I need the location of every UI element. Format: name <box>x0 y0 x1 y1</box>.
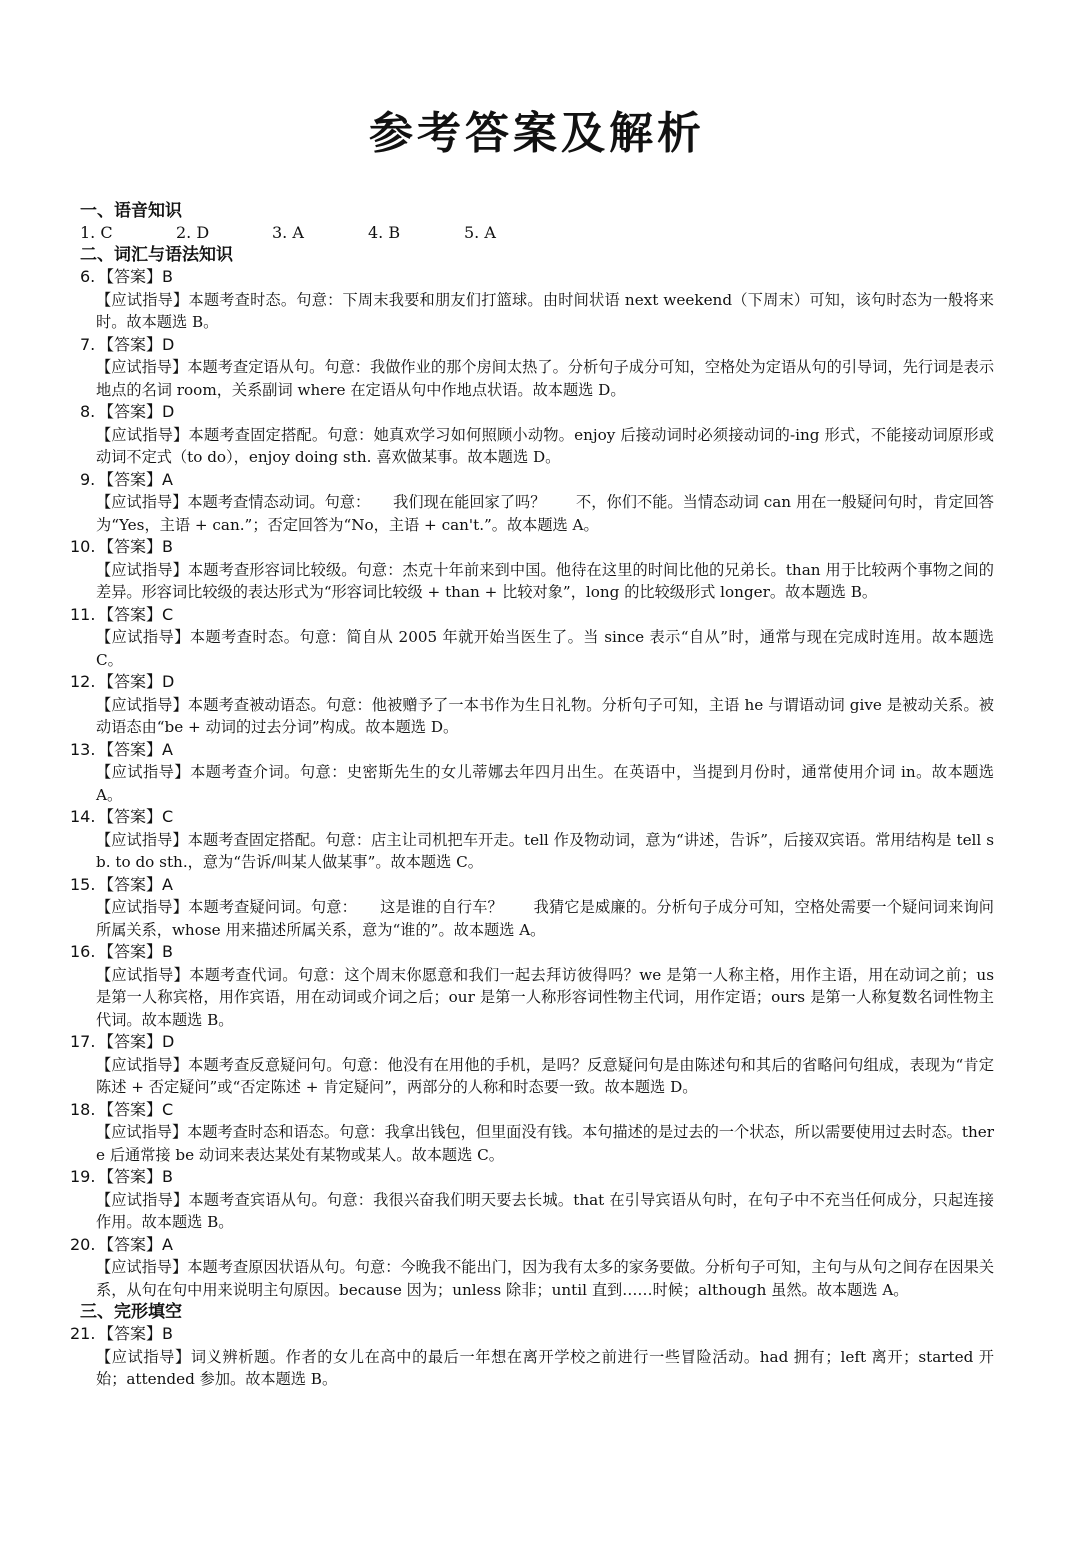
question-number: 16. <box>70 942 96 961</box>
answer-line <box>70 806 994 829</box>
question-block <box>80 266 994 334</box>
question-number: 8. <box>80 402 96 421</box>
question-block <box>70 1323 994 1391</box>
guide-text: 【应试指导】本题考查时态。句意：下周末我要和朋友们打篮球。由时间状语 next weekend（下周末）可知，该句时态为一般将来时。故本题选 B。 <box>96 290 994 331</box>
question-block <box>70 1234 994 1302</box>
answer-text: 【答案】D <box>98 334 175 354</box>
answer-item: 1. C <box>80 223 113 242</box>
answer-line <box>70 1031 994 1054</box>
answer-line <box>70 739 994 762</box>
guide-text: 【应试指导】本题考查固定搭配。句意：她真欢学习如何照顾小动物。enjoy 后接动词时必须接动词的-ing 形式，不能接动词原形或动词不定式（to do），enjoy doing sth. 喜欢做某事。故本题选 D。 <box>96 425 994 466</box>
guide-text: 【应试指导】本题考查疑问词。句意： 这是谁的自行车？ 我猜它是威廉的。分析句子成分可知，空格处需要一个疑问词来询问所属关系，whose 用来描述所属关系，意为“谁的”。故本题选 A。 <box>96 898 994 939</box>
question-block <box>70 941 994 1031</box>
answer-line <box>70 1166 994 1189</box>
guide-text: 【应试指导】本题考查宾语从句。句意：我很兴奋我们明天要去长城。that 在引导宾语从句时，在句子中不充当任何成分，只起连接作用。故本题选 B。 <box>96 1190 994 1231</box>
question-number: 19. <box>70 1167 96 1186</box>
answer-text: 【答案】B <box>98 942 173 961</box>
answer-text: 【答案】D <box>98 1032 175 1051</box>
answer-text: 【答案】C <box>98 604 174 624</box>
guide-text: 【应试指导】本题考查情态动词。句意： 我们现在能回家了吗？ 不，你们不能。当情态动词 can 用在一般疑问句时，肯定回答为“Yes，主语 + can.”；否定回答为“No，主语 + can't.”。故本题选 A。 <box>96 493 994 534</box>
answer-line <box>70 941 994 964</box>
question-number: 12. <box>70 672 96 691</box>
question-block <box>80 334 994 402</box>
guide-text: 【应试指导】本题考查时态和语态。句意：我拿出钱包，但里面没有钱。本句描述的是过去的一个状态，所以需要使用过去时态。there 后通常接 be 动词来表达某处有某物或某人。故本题选 C。 <box>96 1123 994 1164</box>
question-number: 21. <box>70 1324 96 1343</box>
answer-text: 【答案】A <box>98 469 173 489</box>
answer-text: 【答案】C <box>98 807 174 826</box>
section-heading-vocab-grammar: 二、词汇与语法知识 <box>80 245 233 265</box>
guide-text: 【应试指导】词义辨析题。作者的女儿在高中的最后一年想在离开学校之前进行一些冒险活动。had 拥有；left 离开；started 开始；attended 参加。故本题选 B。 <box>96 1347 994 1388</box>
page-title: 参考答案及解析 <box>369 108 705 159</box>
answer-line <box>80 469 994 492</box>
guide-text: 【应试指导】本题考查形容词比较级。句意：杰克十年前来到中国。他待在这里的时间比他的兄弟长。than 用于比较两个事物之间的差异。形容词比较级的表达形式为“形容词比较级 + than + 比较对象”，long 的比较级形式 longer。故本题选 B。 <box>96 560 994 601</box>
question-block <box>70 1031 994 1099</box>
guide-text: 【应试指导】本题考查代词。句意：这个周末你愿意和我们一起去拜访彼得吗？we 是第一人称主格，用作主语，用在动词之前；us 是第一人称宾格，用作宾语，用在动词或介词之后；our 是第一人称形容词性物主代词，用作定语；ours 是第一人称复数名词性物主代词。故本题选 B。 <box>96 965 994 1029</box>
guide-text: 【应试指导】本题考查原因状语从句。句意：今晚我不能出门，因为我有太多的家务要做。分析句子可知，主句与从句之间存在因果关系，从句在句中用来说明主句原因。because 因为；unless 除非；until 直到……时候；although 虽然。故本题选 A。 <box>96 1258 994 1299</box>
question-block <box>70 536 994 604</box>
answer-text: 【答案】A <box>98 1234 173 1254</box>
answer-text: 【答案】D <box>98 672 175 691</box>
question-number: 6. <box>80 267 96 286</box>
question-number: 7. <box>80 334 96 354</box>
question-block <box>70 671 994 739</box>
answer-text: 【答案】B <box>98 537 173 556</box>
phonetics-answer-row <box>80 222 994 244</box>
guide-text: 【应试指导】本题考查时态。句意：简自从 2005 年就开始当医生了。当 since 表示“自从”时，通常与现在完成时连用。故本题选 C。 <box>96 628 994 669</box>
answer-line <box>70 1099 994 1122</box>
answer-line <box>70 671 994 694</box>
answer-line <box>70 604 994 627</box>
answer-item: 3. A <box>272 223 304 242</box>
answer-text: 【答案】D <box>98 402 175 421</box>
question-number: 17. <box>70 1032 96 1051</box>
answer-text: 【答案】A <box>98 739 173 759</box>
answer-text: 【答案】B <box>98 267 173 286</box>
answer-line <box>80 334 994 357</box>
answer-item: 5. A <box>464 223 496 242</box>
question-number: 10. <box>70 537 96 556</box>
answer-text: 【答案】B <box>98 1167 173 1186</box>
guide-text: 【应试指导】本题考查反意疑问句。句意：他没有在用他的手机，是吗？反意疑问句是由陈述句和其后的省略问句组成，表现为“肯定陈述 + 否定疑问”或“否定陈述 + 肯定疑问”，两部分的人称和时态要一致。故本题选 D。 <box>96 1055 994 1096</box>
guide-text: 【应试指导】本题考查介词。句意：史密斯先生的女儿蒂娜去年四月出生。在英语中，当提到月份时，通常使用介词 in。故本题选 A。 <box>96 763 994 804</box>
section-heading-cloze: 三、完形填空 <box>80 1302 182 1322</box>
answer-text: 【答案】B <box>98 1324 173 1343</box>
answer-line <box>70 874 994 897</box>
question-block <box>70 604 994 672</box>
answer-line <box>80 401 994 424</box>
answer-line <box>70 1323 994 1346</box>
guide-text: 【应试指导】本题考查被动语态。句意：他被赠予了一本书作为生日礼物。分析句子可知，主语 he 与谓语动词 give 是被动关系。被动语态由“be + 动词的过去分词”构成。故本题选 D。 <box>96 695 994 736</box>
section-heading-phonetics: 一、语音知识 <box>80 201 182 221</box>
question-number: 20. <box>70 1234 96 1254</box>
answer-line <box>70 536 994 559</box>
answer-item: 4. B <box>368 223 401 242</box>
guide-text: 【应试指导】本题考查定语从句。句意：我做作业的那个房间太热了。分析句子成分可知，空格处为定语从句的引导词，先行词是表示地点的名词 room，关系副词 where 在定语从句中作地点状语。故本题选 D。 <box>96 358 994 399</box>
question-number: 14. <box>70 807 96 826</box>
question-number: 15. <box>70 874 96 894</box>
question-block <box>80 401 994 469</box>
answer-item: 2. D <box>176 223 210 242</box>
question-block <box>70 806 994 874</box>
question-number: 9. <box>80 469 96 489</box>
answer-text: 【答案】C <box>98 1099 174 1119</box>
question-block <box>70 1099 994 1167</box>
question-number: 11. <box>70 604 96 624</box>
answer-text: 【答案】A <box>98 874 173 894</box>
question-block <box>80 469 994 537</box>
question-block <box>70 1166 994 1234</box>
answer-line <box>80 266 994 289</box>
question-number: 13. <box>70 739 96 759</box>
question-block <box>70 739 994 807</box>
answer-line <box>70 1234 994 1257</box>
question-number: 18. <box>70 1099 96 1119</box>
question-block <box>70 874 994 942</box>
guide-text: 【应试指导】本题考查固定搭配。句意：店主让司机把车开走。tell 作及物动词，意为“讲述，告诉”，后接双宾语。常用结构是 tell sb. to do sth.，意为“告诉/叫某人做某事”。故本题选 C。 <box>96 830 994 871</box>
